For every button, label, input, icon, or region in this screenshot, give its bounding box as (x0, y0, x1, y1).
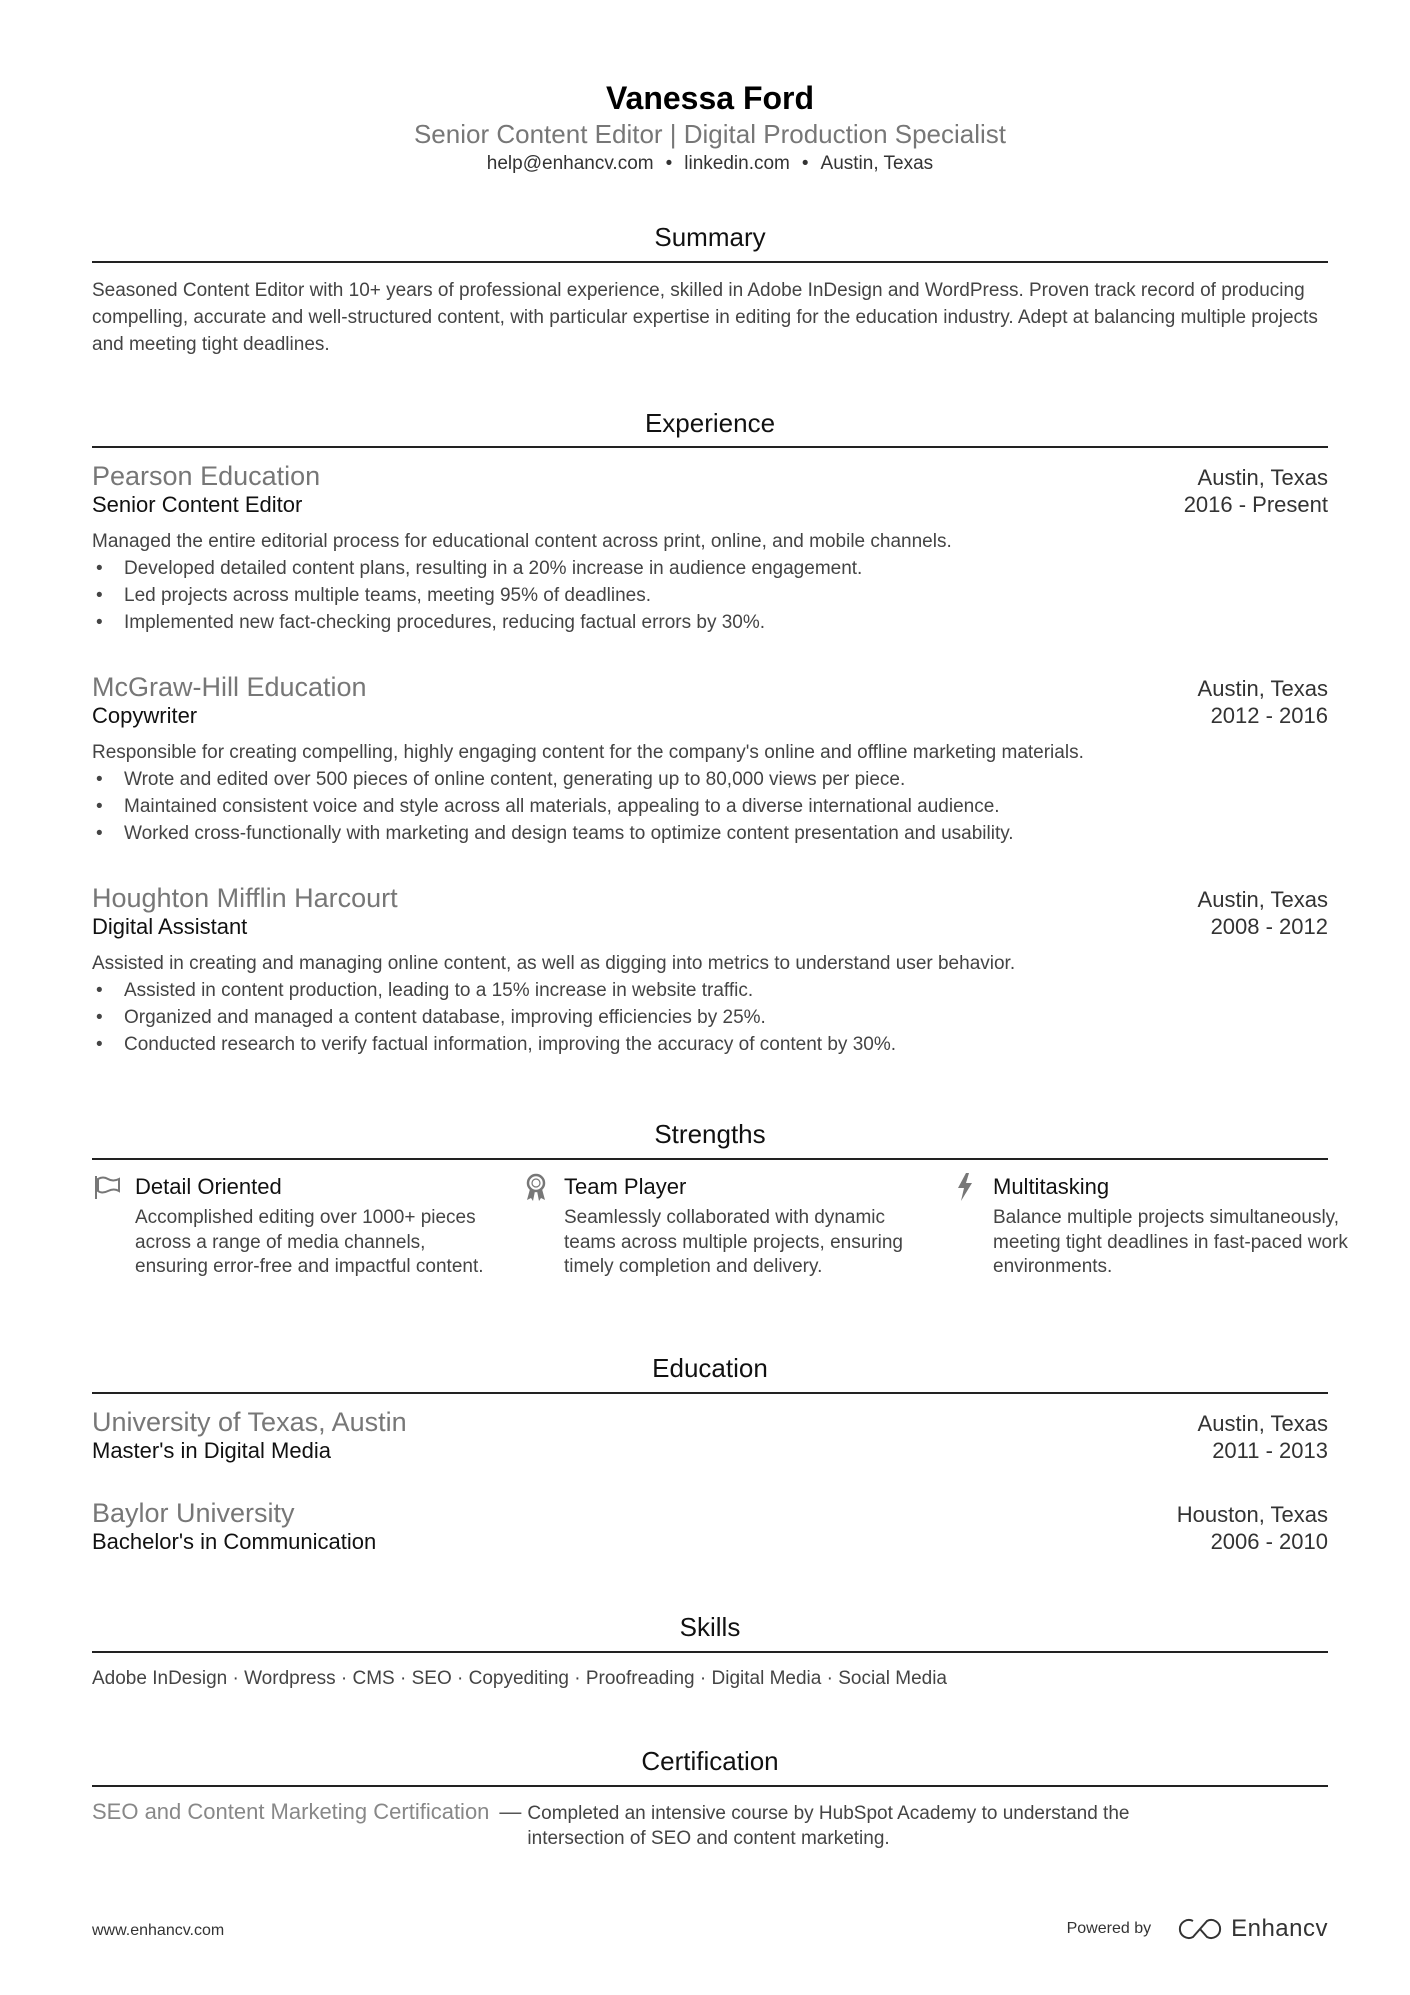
job-role: Copywriter (92, 703, 198, 728)
company-name: McGraw-Hill Education (92, 672, 367, 702)
location: Austin, Texas (820, 153, 934, 174)
linkedin-link[interactable]: linkedin.com (684, 153, 790, 174)
job-location: Austin, Texas (1197, 676, 1328, 701)
strength-description: Accomplished editing over 1000+ pieces across a range of media channels, ensuring error-free and impactful content. (135, 1207, 484, 1277)
bullet: • Maintained consistent voice and style across all materials, appealing to a diverse international audience. (92, 793, 1328, 820)
section-divider (92, 446, 1328, 448)
enhancv-logo-icon (1177, 1917, 1223, 1941)
section-divider (92, 1392, 1328, 1394)
education-entry (92, 1498, 1328, 1555)
separator: • (665, 153, 673, 174)
job-description: Responsible for creating compelling, highly engaging content for the company's online and offline marketing materials. (92, 742, 1084, 763)
bullet: • Organized and managed a content database, improving efficiencies by 25%. (92, 1004, 1328, 1031)
section-divider (92, 1158, 1328, 1160)
dash: — (499, 1799, 522, 1824)
certification-entry (92, 1799, 1328, 1851)
job-description: Managed the entire editorial process for educational content across print, online, and mobile channels. (92, 531, 952, 552)
enhancv-brand: Enhancv (1231, 1915, 1328, 1942)
flag-icon (92, 1172, 122, 1202)
section-divider (92, 1785, 1328, 1787)
section-heading-education: Education (652, 1353, 768, 1383)
job-description: Assisted in creating and managing online content, as well as digging into metrics to understand user behavior. (92, 953, 1016, 974)
strength-item (564, 1172, 924, 1280)
job-dates: 2012 - 2016 (1210, 703, 1328, 728)
strength-item (993, 1172, 1353, 1280)
company-name: Houghton Mifflin Harcourt (92, 883, 398, 913)
lightning-icon (950, 1172, 980, 1202)
strength-title: Detail Oriented (135, 1174, 282, 1199)
section-heading-certification: Certification (641, 1746, 779, 1776)
bullet: • Implemented new fact-checking procedures, reducing factual errors by 30%. (92, 609, 1328, 636)
section-heading-experience: Experience (644, 408, 776, 438)
strength-description: Balance multiple projects simultaneously, meeting tight deadlines in fast-paced work environments. (993, 1207, 1348, 1277)
powered-by-label: Powered by (1066, 1920, 1152, 1937)
job-dates: 2016 - Present (1183, 492, 1328, 517)
strength-title: Team Player (564, 1174, 687, 1199)
experience-entry (92, 672, 1328, 847)
certification-name: SEO and Content Marketing Certification (92, 1799, 490, 1824)
experience-entry (92, 883, 1328, 1058)
bullet: • Worked cross-functionally with marketing and design teams to optimize content presentation and usability. (92, 820, 1328, 847)
candidate-title: Senior Content Editor | Digital Production Specialist (413, 119, 1007, 149)
bullet: • Led projects across multiple teams, meeting 95% of deadlines. (92, 582, 1328, 609)
section-divider (92, 1651, 1328, 1653)
section-divider (92, 261, 1328, 263)
section-heading-strengths: Strengths (654, 1119, 766, 1149)
job-location: Austin, Texas (1197, 465, 1328, 490)
award-icon (521, 1172, 551, 1202)
job-role: Digital Assistant (92, 914, 248, 939)
job-bullets (92, 766, 1328, 847)
bullet: • Wrote and edited over 500 pieces of online content, generating up to 80,000 views per piece. (92, 766, 1328, 793)
candidate-name: Vanessa Ford (605, 80, 815, 116)
bullet: • Assisted in content production, leading to a 15% increase in website traffic. (92, 977, 1328, 1004)
job-dates: 2008 - 2012 (1210, 914, 1328, 939)
website-link[interactable]: www.enhancv.com (92, 1922, 225, 1939)
section-heading-summary: Summary (654, 222, 766, 252)
email-link[interactable]: help@enhancv.com (486, 153, 654, 174)
powered-by (1067, 1915, 1328, 1943)
section-heading-skills: Skills (679, 1612, 741, 1642)
school-name: University of Texas, Austin (92, 1407, 407, 1437)
strength-item (135, 1172, 495, 1280)
skills-list: Adobe InDesign · Wordpress · CMS · SEO · Copyediting · Proofreading · Digital Media · Social Media (92, 1668, 947, 1689)
experience-entry (92, 461, 1328, 636)
job-bullets (92, 555, 1328, 636)
school-name: Baylor University (92, 1498, 295, 1528)
strength-title: Multitasking (993, 1174, 1110, 1199)
school-location: Austin, Texas (1197, 1411, 1328, 1436)
certification-description: Completed an intensive course by HubSpot Academy to understand the intersection of SEO and content marketing. (527, 1803, 1130, 1849)
degree: Bachelor's in Communication (92, 1529, 377, 1554)
degree: Master's in Digital Media (92, 1438, 331, 1463)
summary-text: Seasoned Content Editor with 10+ years of professional experience, skilled in Adobe InDesign and WordPress. Proven track record of producing compelling, accurate and well-structured content, with particular expertise in editing for the education industry. Adept at balancing multiple projects and meeting tight deadlines. (92, 280, 1318, 355)
education-dates: 2011 - 2013 (1212, 1438, 1328, 1463)
job-bullets (92, 977, 1328, 1058)
separator: • (801, 153, 809, 174)
strength-description: Seamlessly collaborated with dynamic teams across multiple projects, ensuring timely completion and delivery. (564, 1207, 903, 1277)
education-dates: 2006 - 2010 (1210, 1529, 1328, 1554)
contact-info (92, 153, 1328, 175)
bullet: • Developed detailed content plans, resulting in a 20% increase in audience engagement. (92, 555, 1328, 582)
school-location: Houston, Texas (1176, 1502, 1328, 1527)
education-entry (92, 1407, 1328, 1464)
bullet: • Conducted research to verify factual information, improving the accuracy of content by 30%. (92, 1031, 1328, 1058)
job-location: Austin, Texas (1197, 887, 1328, 912)
job-role: Senior Content Editor (92, 492, 303, 517)
company-name: Pearson Education (92, 461, 321, 491)
